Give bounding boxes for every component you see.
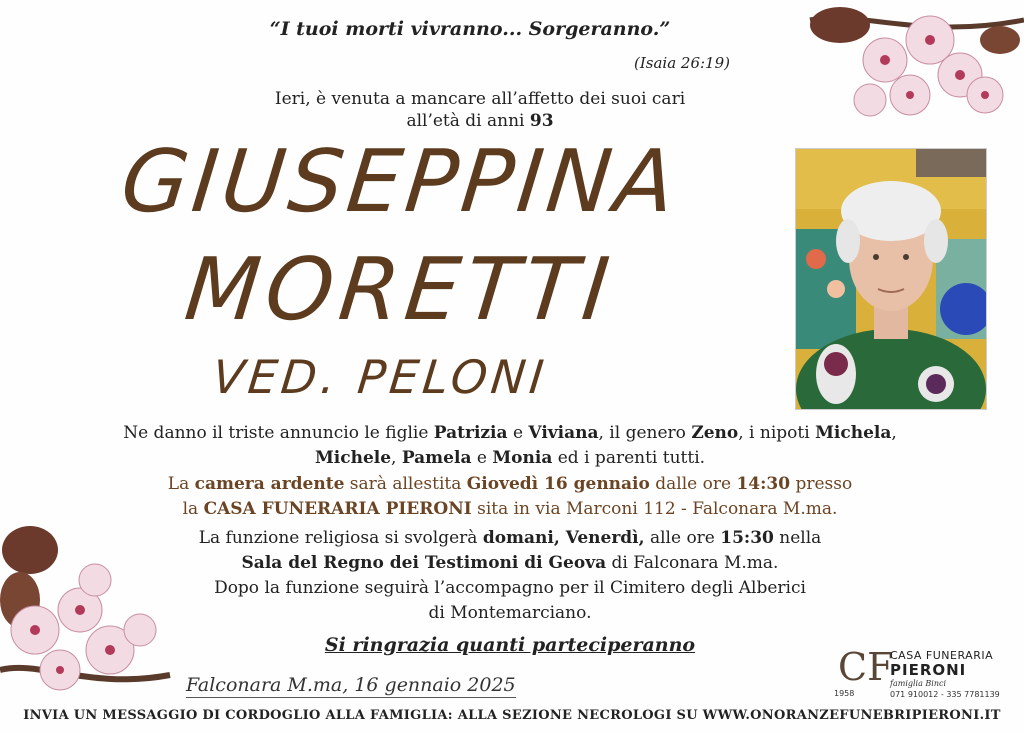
relative-name: Viviana (528, 423, 599, 443)
relative-name: Zeno (691, 423, 739, 443)
wake-time: 14:30 (736, 474, 791, 494)
intro-line-2 (240, 110, 720, 132)
deceased-first-name: GIUSEPPINA (116, 132, 684, 232)
text-span: e (507, 423, 529, 443)
ceremony-time: 15:30 (720, 528, 774, 548)
logo-company-type: CASA FUNERARIA (890, 649, 994, 662)
logo-company-name: PIERONI (890, 661, 967, 679)
text-span: presso (790, 474, 853, 494)
text-span: La funzione religiosa si svolgerà (198, 528, 483, 548)
portrait-image (796, 149, 986, 409)
logo-monogram: CF (838, 645, 894, 689)
ceremony-day: domani, Venerdì, (482, 528, 645, 548)
text-span: Dopo la funzione seguirà l’accompagno per il Cimitero degli Alberici (214, 578, 806, 598)
deceased-last-name: MORETTI (180, 240, 620, 340)
text-span: di Montemarciano. (428, 603, 592, 623)
text-span: sarà allestita (344, 474, 467, 494)
place-and-date: Falconara M.ma, 16 gennaio 2025 (186, 674, 516, 696)
logo-year: 1958 (834, 689, 855, 698)
bible-quote: “I tuoi morti vivranno... Sorgeranno.” (269, 18, 671, 40)
age-value: 93 (529, 111, 554, 131)
bible-quote-reference: (Isaia 26:19) (633, 54, 730, 72)
logo-family: famiglia Binci (890, 679, 947, 688)
text-span: la (182, 499, 204, 519)
text-span: di Falconara M.ma. (606, 553, 779, 573)
wake-paragraph (100, 472, 920, 522)
intro-line-1: Ieri, è venuta a mancare all’affetto dei suoi cari (274, 89, 686, 109)
footer-condolence-note: INVIA UN MESSAGGIO DI CORDOGLIO ALLA FAMIGLIA: ALLA SEZIONE NECROLOGI SU WWW.ONORANZEFUNEBRIPIERONI.IT (23, 708, 1001, 723)
intro-text (240, 88, 720, 132)
text-span: , i nipoti (738, 423, 816, 443)
thanks-line: Si ringrazia quanti parteciperanno (324, 634, 696, 656)
text-span: e (471, 448, 493, 468)
age-prefix: all’età di anni (406, 111, 530, 131)
ceremony-paragraph (100, 526, 920, 626)
text-span: sita in via Marconi 112 - Falconara M.ma. (471, 499, 838, 519)
announcement-paragraph (60, 421, 960, 471)
wake-label: camera ardente (194, 474, 345, 494)
ceremony-location: Sala del Regno dei Testimoni di Geova (241, 553, 607, 573)
text-span: , il genero (598, 423, 692, 443)
relative-name: Michela (815, 423, 892, 443)
relative-name: Pamela (401, 448, 472, 468)
text-span: , (391, 448, 402, 468)
wake-date: Giovedì 16 gennaio (466, 474, 650, 494)
text-span: , (891, 423, 897, 443)
text-span: ed i parenti tutti. (552, 448, 706, 468)
relative-name: Monia (492, 448, 553, 468)
relative-name: Michele (314, 448, 392, 468)
text-span: dalle ore (649, 474, 737, 494)
funeral-home-logo (830, 645, 1020, 705)
deceased-widow-of: VED. PELONI (209, 350, 551, 404)
text-span: La (167, 474, 195, 494)
cherry-blossom-top-decoration (800, 0, 1024, 140)
text-span: nella (773, 528, 822, 548)
deceased-portrait (795, 148, 987, 410)
logo-phones: 071 910012 - 335 7781139 (890, 690, 1000, 699)
text-span: alle ore (644, 528, 721, 548)
wake-location: CASA FUNERARIA PIERONI (203, 499, 472, 519)
relative-name: Patrizia (433, 423, 508, 443)
text-span: Ne danno il triste annuncio le figlie (123, 423, 434, 443)
